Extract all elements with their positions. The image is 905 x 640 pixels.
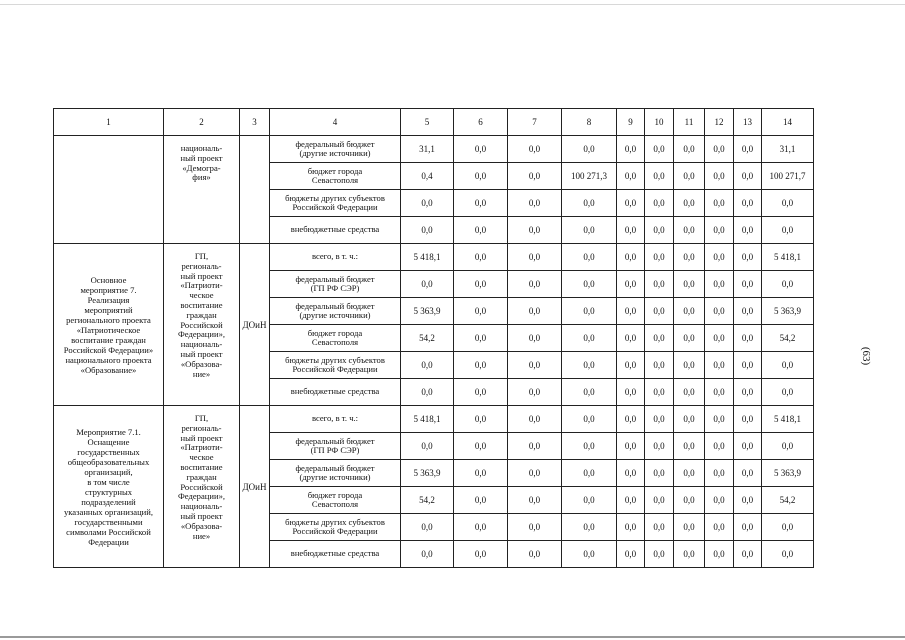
header-cell: 9: [617, 109, 645, 136]
value-cell: 0,0: [617, 406, 645, 433]
value-cell: 0,0: [674, 379, 705, 406]
value-cell: 0,0: [508, 136, 562, 163]
value-cell: 0,4: [401, 163, 454, 190]
value-cell: 0,0: [762, 352, 814, 379]
value-cell: 0,0: [562, 190, 617, 217]
value-cell: 0,0: [401, 379, 454, 406]
funding-source-cell: бюджет города Севастополя: [270, 487, 401, 514]
value-cell: 0,0: [645, 298, 674, 325]
value-cell: 31,1: [762, 136, 814, 163]
header-cell: 10: [645, 109, 674, 136]
value-cell: 0,0: [454, 352, 508, 379]
value-cell: 100 271,7: [762, 163, 814, 190]
value-cell: 0,0: [734, 541, 762, 568]
value-cell: 0,0: [562, 136, 617, 163]
value-cell: 0,0: [508, 325, 562, 352]
value-cell: 0,0: [508, 190, 562, 217]
value-cell: 0,0: [617, 244, 645, 271]
page-number: (63): [860, 346, 872, 366]
header-row: [54, 109, 814, 136]
funding-source-cell: бюджет города Севастополя: [270, 163, 401, 190]
header-cell: 13: [734, 109, 762, 136]
value-cell: 0,0: [562, 217, 617, 244]
value-cell: 54,2: [762, 487, 814, 514]
value-cell: 0,0: [734, 433, 762, 460]
value-cell: 0,0: [674, 298, 705, 325]
value-cell: 0,0: [562, 460, 617, 487]
value-cell: 0,0: [734, 136, 762, 163]
value-cell: 0,0: [674, 244, 705, 271]
value-cell: 0,0: [562, 514, 617, 541]
value-cell: 0,0: [762, 379, 814, 406]
value-cell: 0,0: [734, 298, 762, 325]
value-cell: 0,0: [562, 298, 617, 325]
value-cell: 54,2: [762, 325, 814, 352]
value-cell: 0,0: [401, 217, 454, 244]
value-cell: 0,0: [734, 514, 762, 541]
header-cell: 8: [562, 109, 617, 136]
value-cell: 0,0: [508, 352, 562, 379]
value-cell: 0,0: [508, 433, 562, 460]
value-cell: 0,0: [705, 325, 734, 352]
value-cell: 0,0: [705, 244, 734, 271]
value-cell: 0,0: [674, 352, 705, 379]
header-cell: 4: [270, 109, 401, 136]
top-scan-edge: [0, 4, 905, 5]
value-cell: 0,0: [705, 217, 734, 244]
value-cell: 5 363,9: [762, 460, 814, 487]
value-cell: 0,0: [617, 325, 645, 352]
responsible-basis-cell: ГП, региональ- ный проект «Патриоти- ческое воспитание граждан Российской Федерации», националь- ный проект «Образова- ние»: [164, 406, 240, 568]
value-cell: 0,0: [734, 271, 762, 298]
value-cell: 0,0: [762, 271, 814, 298]
value-cell: 0,0: [674, 460, 705, 487]
activity-cell: Мероприятие 7.1. Оснащение государственных общеобразовательных организаций, в том числе структурных подразделений указанных организаций, государственными символами Российской Федерации: [54, 406, 164, 568]
executor-cell: ДОиН: [240, 244, 270, 406]
activity-cell: [54, 136, 164, 244]
table-row: [54, 136, 814, 163]
value-cell: 0,0: [454, 136, 508, 163]
value-cell: 0,0: [401, 541, 454, 568]
value-cell: 0,0: [617, 190, 645, 217]
value-cell: 0,0: [674, 433, 705, 460]
value-cell: 0,0: [562, 271, 617, 298]
value-cell: 0,0: [617, 433, 645, 460]
value-cell: 0,0: [645, 244, 674, 271]
header-cell: 14: [762, 109, 814, 136]
value-cell: 0,0: [508, 460, 562, 487]
value-cell: 5 363,9: [401, 298, 454, 325]
value-cell: 0,0: [674, 136, 705, 163]
value-cell: 0,0: [562, 244, 617, 271]
value-cell: 0,0: [734, 190, 762, 217]
value-cell: 0,0: [508, 541, 562, 568]
value-cell: 0,0: [705, 487, 734, 514]
value-cell: 0,0: [734, 460, 762, 487]
funding-source-cell: бюджеты других субъектов Российской Федерации: [270, 352, 401, 379]
funding-source-cell: бюджеты других субъектов Российской Федерации: [270, 190, 401, 217]
value-cell: 0,0: [734, 325, 762, 352]
value-cell: 0,0: [734, 217, 762, 244]
value-cell: 0,0: [401, 514, 454, 541]
value-cell: 0,0: [562, 541, 617, 568]
value-cell: 0,0: [508, 406, 562, 433]
value-cell: 0,0: [617, 514, 645, 541]
value-cell: 0,0: [562, 352, 617, 379]
value-cell: 0,0: [401, 190, 454, 217]
value-cell: 0,0: [454, 244, 508, 271]
header-cell: 2: [164, 109, 240, 136]
value-cell: 5 418,1: [401, 406, 454, 433]
value-cell: 0,0: [645, 163, 674, 190]
value-cell: 0,0: [674, 406, 705, 433]
funding-source-cell: бюджет города Севастополя: [270, 325, 401, 352]
budget-table: [53, 108, 814, 568]
value-cell: 0,0: [617, 217, 645, 244]
value-cell: 0,0: [705, 433, 734, 460]
funding-source-cell: внебюджетные средства: [270, 379, 401, 406]
value-cell: 0,0: [401, 433, 454, 460]
value-cell: 0,0: [508, 244, 562, 271]
value-cell: 0,0: [645, 541, 674, 568]
value-cell: 100 271,3: [562, 163, 617, 190]
value-cell: 5 418,1: [762, 406, 814, 433]
value-cell: 0,0: [645, 325, 674, 352]
value-cell: 0,0: [562, 406, 617, 433]
value-cell: 0,0: [617, 136, 645, 163]
value-cell: 0,0: [562, 487, 617, 514]
funding-source-cell: внебюджетные средства: [270, 217, 401, 244]
value-cell: 54,2: [401, 325, 454, 352]
value-cell: 0,0: [762, 217, 814, 244]
budget-body: [54, 136, 814, 568]
value-cell: 0,0: [645, 514, 674, 541]
value-cell: 0,0: [645, 487, 674, 514]
value-cell: 5 363,9: [401, 460, 454, 487]
funding-source-cell: федеральный бюджет (другие источники): [270, 136, 401, 163]
funding-source-cell: федеральный бюджет (ГП РФ СЭР): [270, 433, 401, 460]
table-row: [54, 406, 814, 433]
value-cell: 0,0: [617, 379, 645, 406]
value-cell: 0,0: [734, 487, 762, 514]
value-cell: 0,0: [562, 379, 617, 406]
value-cell: 0,0: [705, 271, 734, 298]
value-cell: 0,0: [454, 406, 508, 433]
value-cell: 0,0: [617, 460, 645, 487]
value-cell: 0,0: [454, 271, 508, 298]
value-cell: 0,0: [617, 271, 645, 298]
value-cell: 0,0: [762, 190, 814, 217]
header-cell: 6: [454, 109, 508, 136]
value-cell: 0,0: [562, 433, 617, 460]
value-cell: 0,0: [454, 325, 508, 352]
value-cell: 0,0: [508, 379, 562, 406]
value-cell: 0,0: [401, 352, 454, 379]
value-cell: 0,0: [401, 271, 454, 298]
activity-cell: Основное мероприятие 7. Реализация мероприятий регионального проекта «Патриотическое воспитание граждан Российской Федерации» национального проекта «Образование»: [54, 244, 164, 406]
executor-cell: ДОиН: [240, 406, 270, 568]
value-cell: 0,0: [674, 190, 705, 217]
value-cell: 0,0: [705, 541, 734, 568]
value-cell: 0,0: [674, 217, 705, 244]
responsible-basis-cell: ГП, региональ- ный проект «Патриоти- ческое воспитание граждан Российской Федерации», националь- ный проект «Образова- ние»: [164, 244, 240, 406]
value-cell: 5 363,9: [762, 298, 814, 325]
value-cell: 0,0: [645, 217, 674, 244]
funding-source-cell: внебюджетные средства: [270, 541, 401, 568]
value-cell: 0,0: [508, 514, 562, 541]
value-cell: 5 418,1: [762, 244, 814, 271]
value-cell: 0,0: [705, 163, 734, 190]
value-cell: 0,0: [705, 190, 734, 217]
value-cell: 0,0: [705, 352, 734, 379]
value-cell: 0,0: [645, 406, 674, 433]
funding-source-cell: федеральный бюджет (ГП РФ СЭР): [270, 271, 401, 298]
value-cell: 0,0: [562, 325, 617, 352]
header-cell: 3: [240, 109, 270, 136]
header-cell: 12: [705, 109, 734, 136]
value-cell: 0,0: [674, 271, 705, 298]
value-cell: 0,0: [617, 163, 645, 190]
value-cell: 0,0: [734, 244, 762, 271]
value-cell: 31,1: [401, 136, 454, 163]
value-cell: 0,0: [454, 298, 508, 325]
funding-source-cell: федеральный бюджет (другие источники): [270, 460, 401, 487]
funding-source-cell: бюджеты других субъектов Российской Федерации: [270, 514, 401, 541]
value-cell: 0,0: [508, 298, 562, 325]
funding-source-cell: федеральный бюджет (другие источники): [270, 298, 401, 325]
value-cell: 0,0: [454, 460, 508, 487]
value-cell: 0,0: [674, 541, 705, 568]
value-cell: 0,0: [705, 136, 734, 163]
funding-source-cell: всего, в т. ч.:: [270, 244, 401, 271]
responsible-basis-cell: националь- ный проект «Демогра- фия»: [164, 136, 240, 244]
executor-cell: [240, 136, 270, 244]
value-cell: 0,0: [454, 541, 508, 568]
value-cell: 0,0: [645, 190, 674, 217]
value-cell: 5 418,1: [401, 244, 454, 271]
value-cell: 0,0: [762, 541, 814, 568]
value-cell: 0,0: [762, 514, 814, 541]
value-cell: 0,0: [454, 163, 508, 190]
value-cell: 54,2: [401, 487, 454, 514]
value-cell: 0,0: [705, 406, 734, 433]
value-cell: 0,0: [508, 217, 562, 244]
value-cell: 0,0: [645, 352, 674, 379]
value-cell: 0,0: [674, 487, 705, 514]
header-cell: 7: [508, 109, 562, 136]
value-cell: 0,0: [454, 487, 508, 514]
value-cell: 0,0: [454, 379, 508, 406]
value-cell: 0,0: [454, 433, 508, 460]
value-cell: 0,0: [705, 298, 734, 325]
value-cell: 0,0: [674, 163, 705, 190]
value-cell: 0,0: [705, 514, 734, 541]
value-cell: 0,0: [734, 406, 762, 433]
value-cell: 0,0: [508, 163, 562, 190]
table-row: [54, 244, 814, 271]
header-cell: 11: [674, 109, 705, 136]
value-cell: 0,0: [645, 271, 674, 298]
value-cell: 0,0: [645, 379, 674, 406]
value-cell: 0,0: [454, 190, 508, 217]
value-cell: 0,0: [645, 136, 674, 163]
value-cell: 0,0: [705, 379, 734, 406]
value-cell: 0,0: [617, 541, 645, 568]
value-cell: 0,0: [617, 352, 645, 379]
header-cell: 1: [54, 109, 164, 136]
value-cell: 0,0: [734, 379, 762, 406]
value-cell: 0,0: [645, 460, 674, 487]
value-cell: 0,0: [734, 163, 762, 190]
value-cell: 0,0: [705, 460, 734, 487]
value-cell: 0,0: [617, 487, 645, 514]
bottom-scan-edge: [0, 636, 905, 638]
header-cell: 5: [401, 109, 454, 136]
value-cell: 0,0: [674, 325, 705, 352]
value-cell: 0,0: [617, 298, 645, 325]
value-cell: 0,0: [454, 217, 508, 244]
value-cell: 0,0: [454, 514, 508, 541]
value-cell: 0,0: [674, 514, 705, 541]
value-cell: 0,0: [734, 352, 762, 379]
value-cell: 0,0: [762, 433, 814, 460]
value-cell: 0,0: [645, 433, 674, 460]
value-cell: 0,0: [508, 271, 562, 298]
funding-source-cell: всего, в т. ч.:: [270, 406, 401, 433]
value-cell: 0,0: [508, 487, 562, 514]
